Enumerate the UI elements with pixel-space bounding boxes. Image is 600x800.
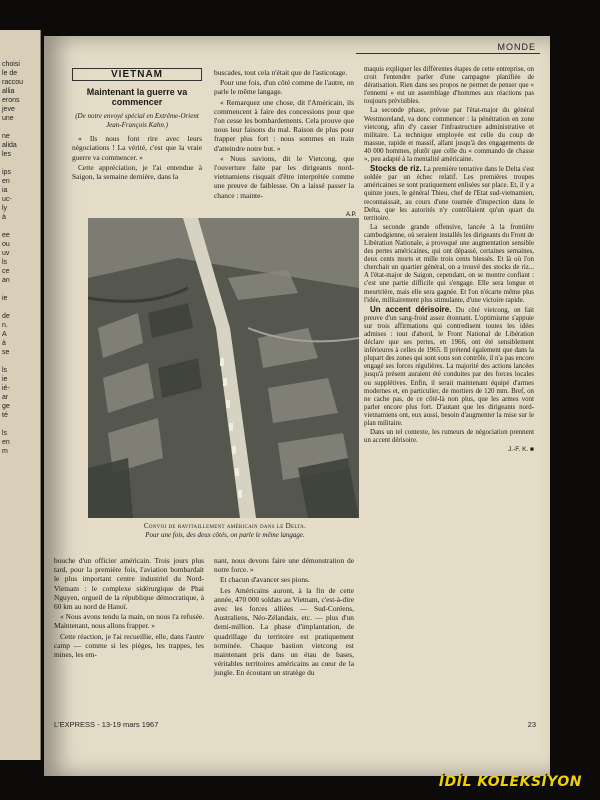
subhead-accent: Un accent dérisoire. [370,304,452,314]
previous-page-line: en [2,439,10,446]
page-number: 23 [527,720,536,729]
column-1-bottom [54,556,204,660]
previous-page-line: ls [2,259,8,266]
previous-page-line: ie [2,376,8,383]
photo-caption [80,522,370,540]
previous-page-line: en [2,178,10,185]
column-2-top [214,68,354,201]
paragraph [364,306,534,428]
previous-page-line: ips [2,169,11,176]
previous-page-line: une [2,115,14,122]
paragraph: maquis expliquer les différentes étapes de cette entreprise, on croit l'entendre parler d'une campagne planifiée de dératisation. Rien dans ses propos ne permet de penser que « l'ennemi » est un assemblage d'hommes aux réactions pas toujours prévisibles. [364,66,534,106]
paragraph: bouche d'un officier américain. Trois jours plus tard, pour la première fois, l'aviation bombardait le plus important centre industriel du Nord-Vietnam : le complexe sidérurgique de Phai Nguyen, orgueil de la république démocratique, à 60 km au nord de Hanoï. [54,556,204,612]
paragraph: « Remarquez une chose, dit l'Américain, ils commencent à faire des concessions pour que l'on cesse les bombardements. Cela prouve que nous leur faisons du mal. Raison de plus pour frapper plus fort : nous sommes en train d'atteindre notre but. » [214,97,354,153]
previous-page-line [0,285,40,294]
previous-page-line [0,303,40,312]
previous-page-line: erons [2,97,20,104]
previous-page-line: m [2,448,8,455]
previous-page-line: de [2,313,10,320]
paragraph: « Nous savions, dit le Vietcong, que l'ouverture faite par les dirigeants nord-vietnamiens risquait d'être interprétée comme une preuve de faiblesse. On a laissé passer la chance : mainte- [214,153,354,200]
column-1-top [72,68,202,182]
aerial-road-image [88,218,359,518]
previous-page-line: uv [2,250,10,257]
previous-page-line [0,357,40,366]
previous-page-line [0,420,40,429]
previous-page-line: alida [2,142,17,149]
previous-page-line [0,159,40,168]
top-rule [356,53,540,54]
paragraph: La seconde grande offensive, lancée à la frontière cambodgienne, où seraient installés les dirigeants du Front de Libération Nationale, a provoqué une augmentation sensible des pertes américaines, qui ont dépassé, certaines semaines, deux cents morts et mille trois cents blessés. Et là où l'on cherchait un quartier général, on a trouvé des stocks de riz... A l'état-major de Saigon, cependant, on se montre confiant : c'est une partie difficile qui s'engage. Elle sera longue et meurtrière, mais elle sera gagnée. Et l'on n'écarte même plus l'idée, militairement plus stimulante, d'une victoire rapide. [364,223,534,304]
paragraph: « Nous avons tendu la main, on nous l'a refusée. Maintenant, nous allons frapper. » [54,612,204,631]
previous-page-line [0,222,40,231]
footer-issue: L'EXPRESS - 13-19 mars 1967 [54,720,159,729]
previous-page-line: ié- [2,385,10,392]
kicker-box: VIETNAM [72,68,202,81]
paragraph-text: Du côté vietcong, on fait preuve d'un sang-froid assez étonnant. L'optimisme s'appuie sur trois affirmations qui contredisent toutes les idées admises : tout d'abord, le Front National de Libération déclare que ses pertes, en 1966, ont été sensiblement inférieures à celles de 1965. Il prétend également que dans la plupart des zones qui sont sous son contrôle, il n'a pas encore engagé ses forces régulières. La majorité des actions lancées jusqu'à présent auraient été conduites par des forces locales ou supplétives. Enfin, il serait maintenant équipé d'armes modernes et, en particulier, de mortiers de 120 mm. Bref, on ne cache pas, de ce côté-là non plus, que les armes vont parler encore plus fort. D'autant que les dirigeants nord-vietnamiens ont, eux aussi, besoin d'augmenter la mise sur le plan militaire. [364,306,534,428]
caption-line-2: Pour une fois, des deux côtés, on parle le même langage. [145,531,305,539]
previous-page-line: le de [2,70,18,77]
caption-line-1: Convoi de ravitaillement américain dans le Delta. [143,522,307,530]
previous-page-line: raccou [2,79,24,86]
previous-page-line: choisi [2,61,20,68]
signature: J.-F. K. ■ [508,446,534,454]
column-3 [364,66,534,454]
paragraph-text: La première tentative dans le Delta s'est soldée par un échec relatif. Les premières troupes américaines se sont pratiquement enlisées sur place. Et, il y a quinze jours, le général Thieu, chef de l'Etat sud-vietnamien, reconnaissait, au cours d'une tournée d'inspection dans le Delta, que les autorités n'y contrôlaient qu'un quart du territoire. [364,166,534,222]
previous-page-line: les [2,151,11,158]
previous-page-line: à [2,340,6,347]
previous-page-line: ar [2,394,9,401]
previous-page-line: à [2,214,6,221]
previous-page-line [0,123,40,132]
paragraph: Les Américains auront, à la fin de cette année, 470 000 soldats au Vietnam, c'est-à-dire avec les forces alliées — Sud-Coréens, Australiens, Néo-Zélandais, etc. — plus d'un demi-million. La phase d'implantation, de quadrillage du territoire est pratiquement terminée. Chaque bastion vietcong est maintenant pris dans un étau de bases, véritables territoires américains au cœur de la jungle. En écoutant un stratège du [214,585,354,678]
previous-page-line: ls [2,367,8,374]
convoy-photo [88,218,359,518]
paragraph: La seconde phase, prévue par l'état-major du général Westmoreland, va donc commencer : la pénétration en zone vietcong, afin d'y casser l'infrastructure administrative et militaire. La technique employée est celle du coup de massue, rapide et massif, allant jusqu'à des engagements de 40 000 hommes, plutôt que celle du « commando de chasse », peu adapté à la mentalité américaine. [364,107,534,164]
paragraph: nant, nous devons faire une démonstration de notre force. » [214,556,354,575]
section-label: MONDE [497,42,536,52]
paragraph [364,165,534,223]
paragraph: buscades, tout cela n'était que de l'asticotage. [214,68,348,77]
paragraph: « Ils nous font rire avec leurs négociations ! La vérité, c'est que la vraie guerre va commencer. » [72,134,202,162]
previous-page-line: ia [2,187,8,194]
previous-page-line: n. [2,322,8,329]
previous-page-line: se [2,349,10,356]
paragraph: Et chacun d'avancer ses pions. [220,575,310,585]
previous-page-line: ls [2,430,8,437]
paragraph: Cette appréciation, je l'ai entendue à Saigon, la semaine dernière, dans la [72,162,202,182]
magazine-page [44,36,550,776]
photo-credit: A.P. [346,212,357,218]
previous-page-line: ou [2,241,10,248]
column-2-bottom [214,556,354,679]
watermark-logo: İDİL KOLEKSİYON [438,774,582,790]
headline: Maintenant la guerre va commencer [86,87,188,108]
previous-page-line: ce [2,268,10,275]
subhead-stocks: Stocks de riz. [370,164,422,174]
previous-page-line: A [2,331,7,338]
previous-page-line: ee [2,232,10,239]
previous-page-line: ly [2,205,8,212]
byline: (De notre envoyé spécial en Extrême-Orient Jean-François Kahn.) [75,112,199,129]
paragraph: Dans un tel contexte, les rumeurs de négociation prennent un accent dérisoire. [364,429,534,445]
previous-page-line: té [2,412,8,419]
previous-page-line: ge [2,403,10,410]
previous-page-line: ne [2,133,10,140]
paragraph: Cette réaction, je l'ai recueillie, elle, dans l'autre camp — comme si les pièges, les trappes, les mines, les em- [54,631,204,660]
previous-page-line: jeve [2,106,15,113]
previous-page-line: ie [2,295,8,302]
previous-page-line: uc- [2,196,12,203]
previous-page-edge [0,30,41,760]
previous-page-text [0,30,40,456]
paragraph: Pour une fois, d'un côté comme de l'autre, on parle le même langage. [214,78,354,97]
previous-page-line: allia [2,88,15,95]
previous-page-line: an [2,277,10,284]
